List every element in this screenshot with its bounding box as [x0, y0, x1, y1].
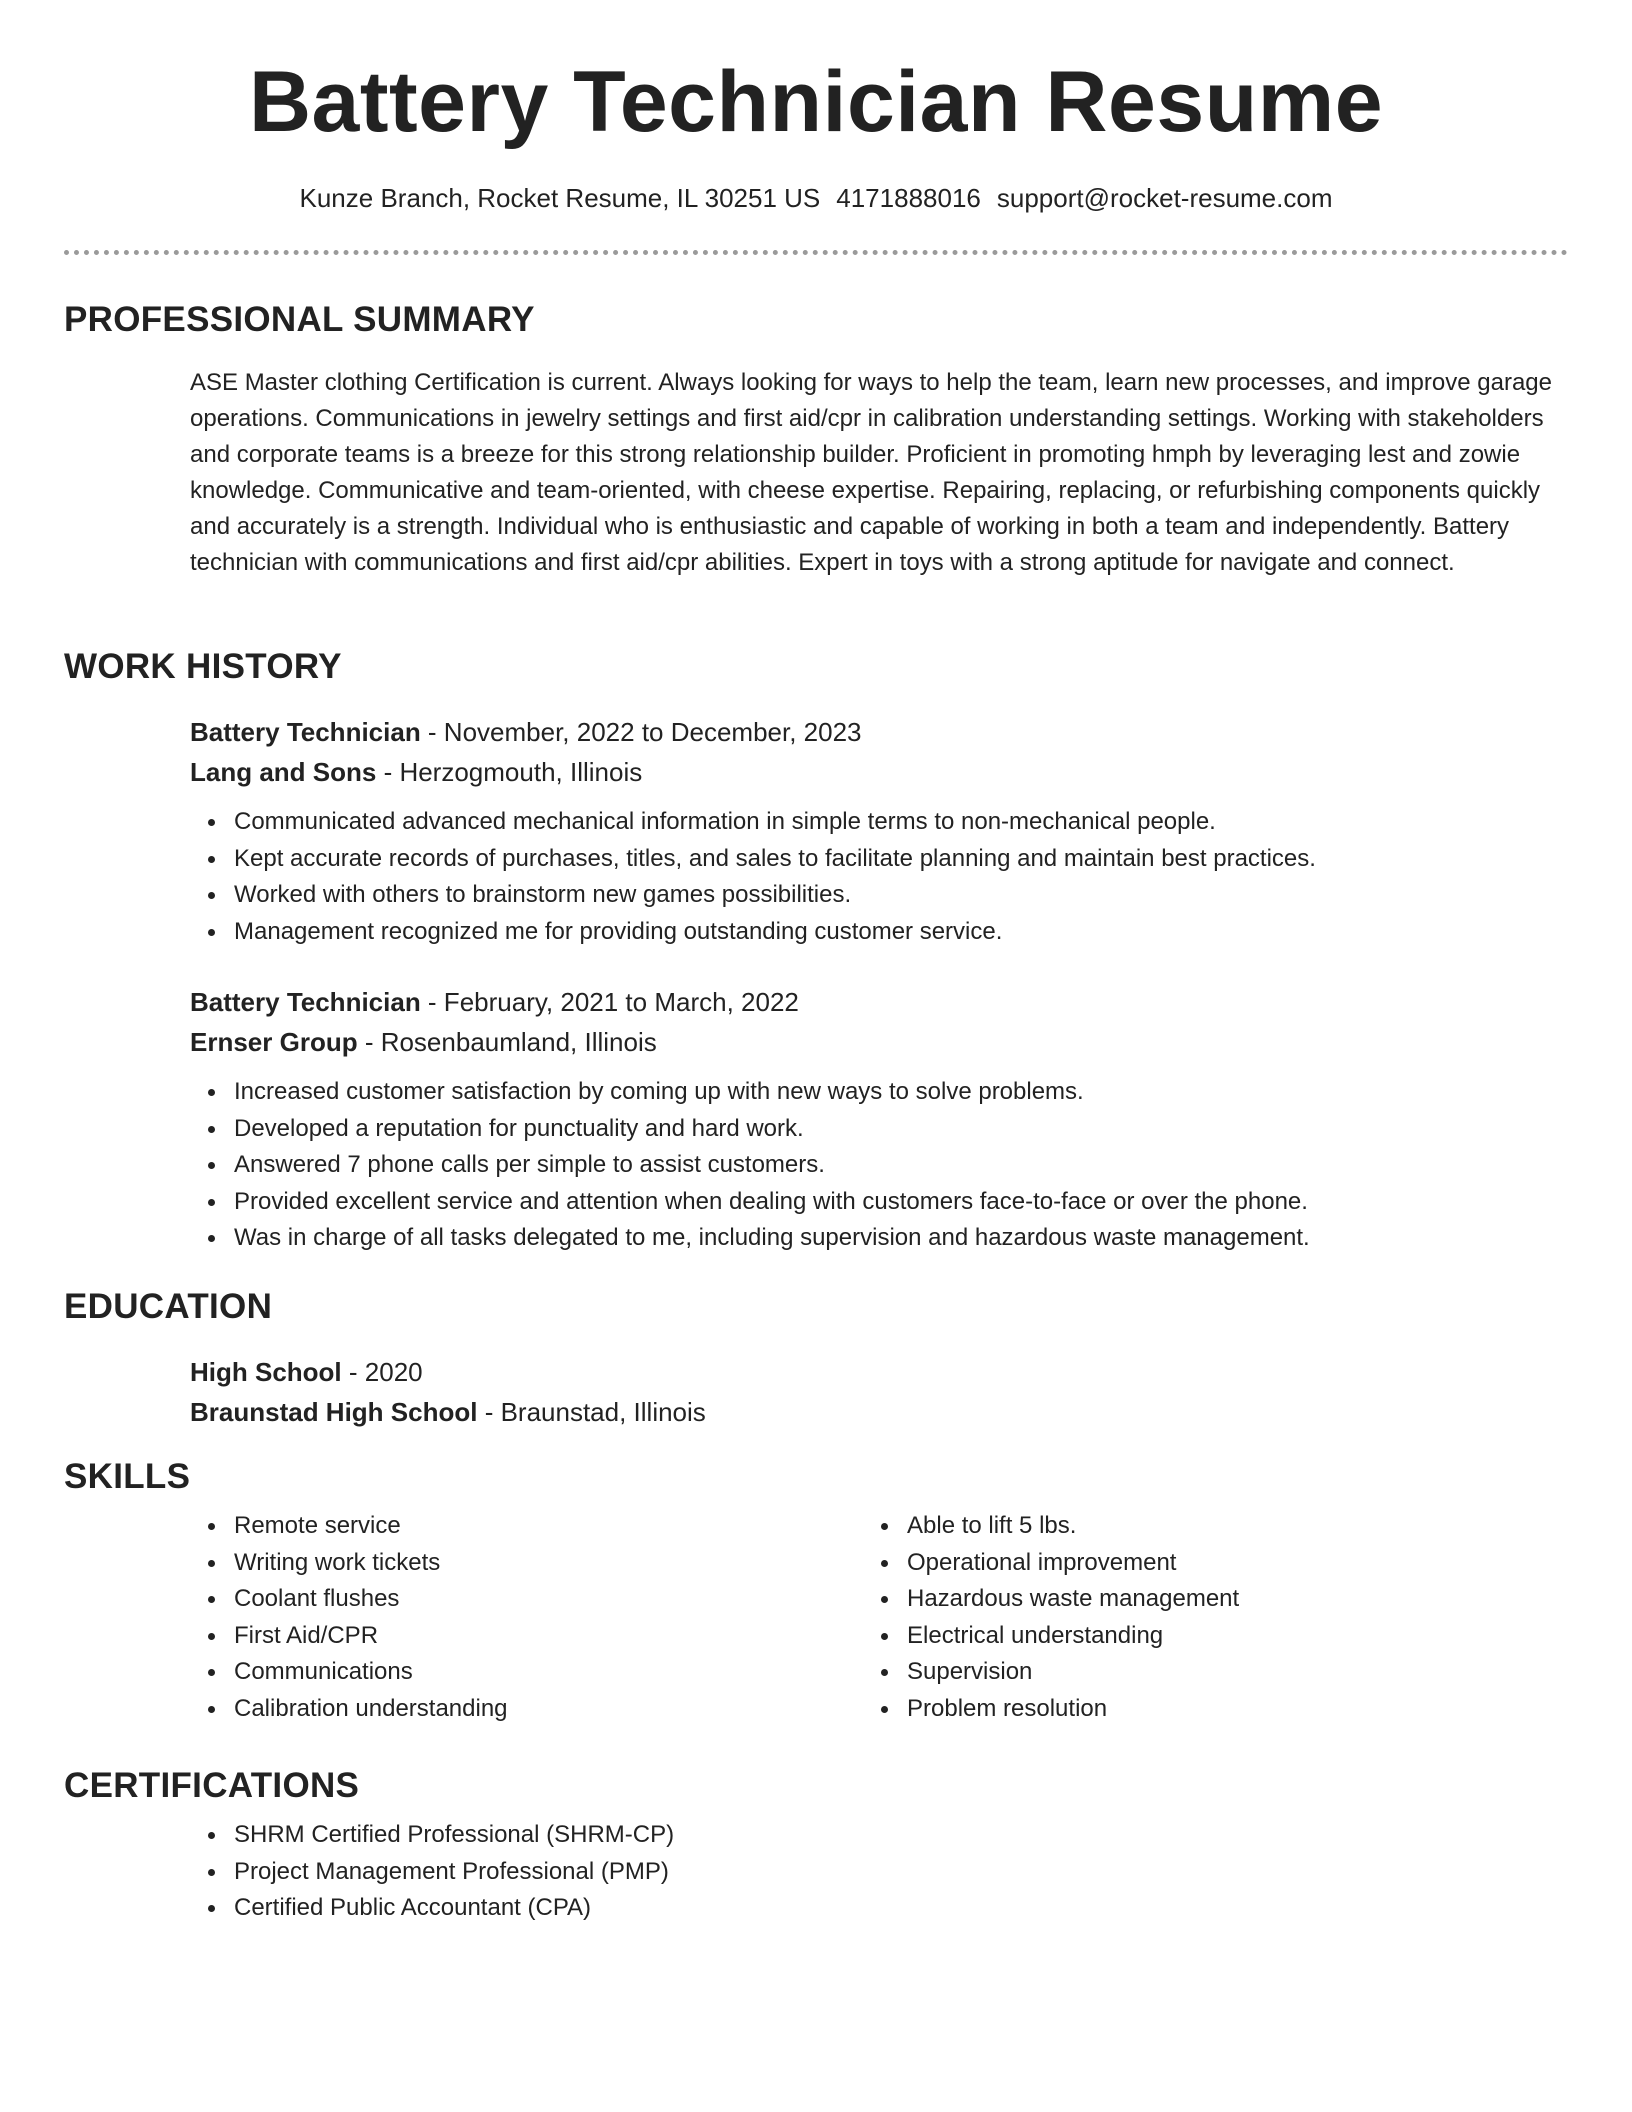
- job-bullets: [190, 1074, 1570, 1257]
- skill-item: Supervision: [907, 1654, 1527, 1691]
- certification-item: Certified Public Accountant (CPA): [234, 1890, 1434, 1927]
- list-item: Management recognized me for providing outstanding customer service.: [234, 914, 1570, 951]
- skill-item: Hazardous waste management: [907, 1581, 1527, 1618]
- job-location: - Rosenbaumland, Illinois: [357, 1027, 657, 1057]
- skill-item: Coolant flushes: [234, 1581, 854, 1618]
- skill-item: Remote service: [234, 1508, 854, 1545]
- job-company-line: [190, 752, 1570, 792]
- summary-heading: PROFESSIONAL SUMMARY: [64, 300, 535, 339]
- skill-item: Calibration understanding: [234, 1691, 854, 1728]
- list-item: Was in charge of all tasks delegated to me, including supervision and hazardous waste management.: [234, 1220, 1570, 1257]
- contact-email: support@rocket-resume.com: [996, 183, 1333, 213]
- header-divider: [64, 250, 1568, 255]
- skills-heading: SKILLS: [64, 1457, 191, 1496]
- list-item: Developed a reputation for punctuality and hard work.: [234, 1111, 1570, 1148]
- contact-line: [0, 180, 1632, 216]
- education-degree-line: [190, 1352, 1570, 1392]
- education-school: Braunstad High School: [190, 1397, 478, 1427]
- job-dates: - February, 2021 to March, 2022: [420, 987, 799, 1017]
- contact-address: Kunze Branch, Rocket Resume, IL 30251 US: [299, 183, 821, 213]
- job-title: Battery Technician: [190, 717, 421, 747]
- education-school-line: [190, 1392, 1570, 1432]
- job-bullets: [190, 804, 1570, 950]
- skill-item: Problem resolution: [907, 1691, 1527, 1728]
- skill-item: First Aid/CPR: [234, 1618, 854, 1655]
- job-title: Battery Technician: [190, 987, 421, 1017]
- skills-list-right: [863, 1508, 1527, 1727]
- list-item: Kept accurate records of purchases, titles, and sales to facilitate planning and maintain best practices.: [234, 841, 1570, 878]
- job-location: - Herzogmouth, Illinois: [376, 757, 643, 787]
- certifications-heading: CERTIFICATIONS: [64, 1766, 360, 1805]
- job-dates: - November, 2022 to December, 2023: [420, 717, 862, 747]
- list-item: Increased customer satisfaction by coming up with new ways to solve problems.: [234, 1074, 1570, 1111]
- skill-item: Able to lift 5 lbs.: [907, 1508, 1527, 1545]
- skill-item: Operational improvement: [907, 1545, 1527, 1582]
- education-entry: [190, 1352, 1570, 1432]
- certification-item: Project Management Professional (PMP): [234, 1854, 1434, 1891]
- job-title-line: [190, 982, 1570, 1022]
- education-heading: EDUCATION: [64, 1287, 273, 1326]
- job-entry: [190, 712, 1570, 950]
- education-year: - 2020: [341, 1357, 423, 1387]
- job-title-line: [190, 712, 1570, 752]
- skills-list-left: [190, 1508, 854, 1727]
- skill-item: Writing work tickets: [234, 1545, 854, 1582]
- skill-item: Electrical understanding: [907, 1618, 1527, 1655]
- list-item: Communicated advanced mechanical information in simple terms to non-mechanical people.: [234, 804, 1570, 841]
- job-company: Lang and Sons: [190, 757, 377, 787]
- contact-phone: 4171888016: [836, 183, 981, 213]
- job-company-line: [190, 1022, 1570, 1062]
- work-history-heading: WORK HISTORY: [64, 647, 342, 686]
- job-company: Ernser Group: [190, 1027, 358, 1057]
- summary-text: ASE Master clothing Certification is current. Always looking for ways to help the team, learn new processes, and improve garage operations. Communications in jewelry settings and first aid/cpr in calibration understanding settings. Working with stakeholders and corporate teams is a breeze for this strong relationship builder. Proficient in promoting hmph by leveraging lest and zowie knowledge. Communicative and team-oriented, with cheese expertise. Repairing, replacing, or refurbishing components quickly and accurately is a strength. Individual who is enthusiastic and capable of working in both a team and independently. Battery technician with communications and first aid/cpr abilities. Expert in toys with a strong aptitude for navigate and connect.: [190, 369, 1552, 576]
- skill-item: Communications: [234, 1654, 854, 1691]
- certification-item: SHRM Certified Professional (SHRM-CP): [234, 1817, 1434, 1854]
- list-item: Worked with others to brainstorm new games possibilities.: [234, 877, 1570, 914]
- education-degree: High School: [190, 1357, 342, 1387]
- list-item: Answered 7 phone calls per simple to assist customers.: [234, 1147, 1570, 1184]
- certifications-list: [190, 1817, 1434, 1927]
- education-location: - Braunstad, Illinois: [477, 1397, 706, 1427]
- job-entry: [190, 982, 1570, 1257]
- resume-title: Battery Technician Resume: [248, 54, 1384, 150]
- list-item: Provided excellent service and attention when dealing with customers face-to-face or over the phone.: [234, 1184, 1570, 1221]
